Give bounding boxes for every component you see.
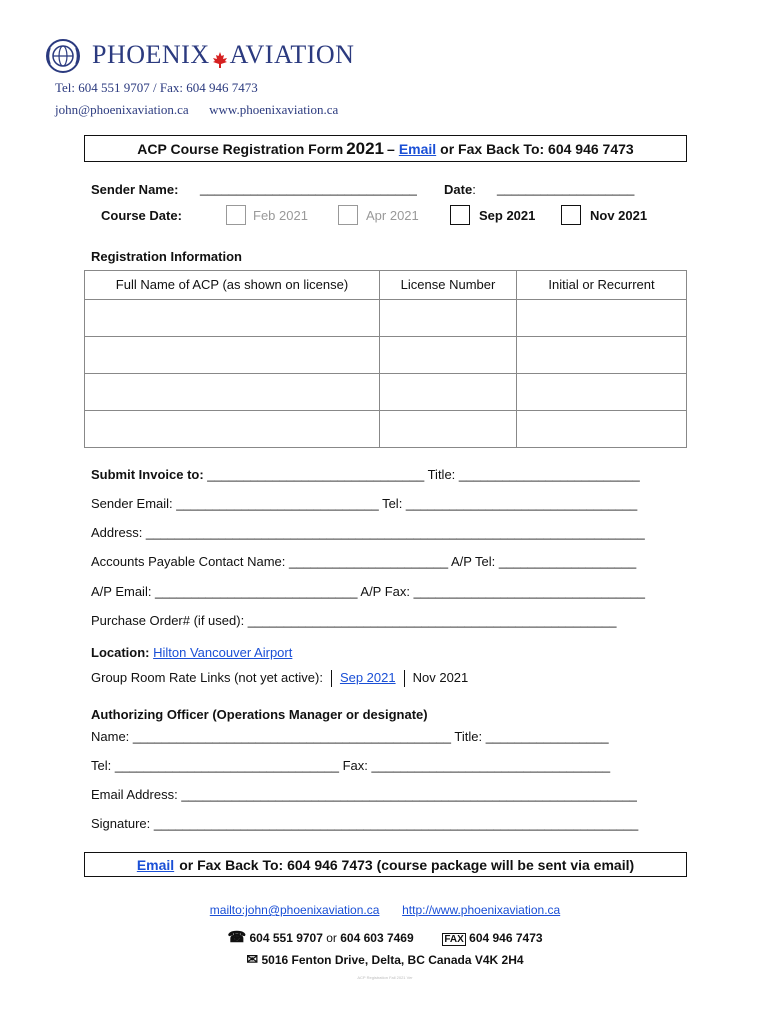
phone-primary: 604 551 9707 xyxy=(249,931,323,945)
officer-tel-fax-line[interactable]: Tel: _______________________________ Fax: _________________________________ xyxy=(91,758,611,773)
room-rate-label: Group Room Rate Links (not yet active): xyxy=(91,670,323,685)
column-full-name: Full Name of ACP (as shown on license) xyxy=(85,271,380,300)
sender-name-label: Sender Name: xyxy=(91,182,179,197)
footer-links-row xyxy=(0,903,770,917)
ap-contact-line[interactable]: Accounts Payable Contact Name: ______________________ A/P Tel: ___________________ xyxy=(91,554,637,569)
cell-full-name[interactable] xyxy=(85,337,380,374)
date-label-wrap xyxy=(444,182,476,197)
mailto-link[interactable]: mailto:john@phoenixaviation.ca xyxy=(209,903,380,917)
brand-name-right: AVIATION xyxy=(229,40,355,69)
footer-address-row xyxy=(0,951,770,968)
table-row xyxy=(85,337,687,374)
submit-invoice-field[interactable]: ______________________________ xyxy=(207,467,425,482)
phone-icon: ☎ xyxy=(227,929,247,946)
cell-full-name[interactable] xyxy=(85,374,380,411)
sender-email-tel-line[interactable]: Sender Email: ____________________________ Tel: ________________________________ xyxy=(91,496,638,511)
cell-license-number[interactable] xyxy=(380,337,517,374)
option-apr-2021-label: Apr 2021 xyxy=(366,208,419,223)
header-tel-fax: Tel: 604 551 9707 / Fax: 604 946 7473 xyxy=(55,80,258,95)
checkbox-nov-2021[interactable] xyxy=(561,205,581,225)
officer-name-title-line[interactable]: Name: ____________________________________________ Title: _________________ xyxy=(91,729,609,744)
cell-initial-recurrent[interactable] xyxy=(517,374,687,411)
header-email: john@phoenixaviation.ca xyxy=(55,102,189,117)
logo-emblem-icon xyxy=(45,38,81,74)
location-label: Location: xyxy=(91,645,150,660)
cell-full-name[interactable] xyxy=(85,411,380,448)
submit-invoice-label: Submit Invoice to: xyxy=(91,467,204,482)
header-contact-line xyxy=(55,102,338,118)
fax-back-box xyxy=(84,852,687,877)
date-label-colon: : xyxy=(472,182,476,197)
nov-2021-text: Nov 2021 xyxy=(412,670,469,685)
location-row xyxy=(91,645,292,660)
hilton-vancouver-link[interactable]: Hilton Vancouver Airport xyxy=(153,645,293,660)
phone-or: or xyxy=(326,931,337,945)
sep-2021-link[interactable]: Sep 2021 xyxy=(339,670,396,685)
form-title-year: 2021 xyxy=(346,138,385,158)
form-title-suffix: or Fax Back To: 604 946 7473 xyxy=(440,140,634,157)
option-sep-2021-label: Sep 2021 xyxy=(479,208,536,223)
invoice-title-label: Title: xyxy=(427,467,456,482)
registration-table xyxy=(84,270,687,448)
table-row xyxy=(85,374,687,411)
header-website: www.phoenixaviation.ca xyxy=(209,102,339,117)
cell-initial-recurrent[interactable] xyxy=(517,337,687,374)
cell-license-number[interactable] xyxy=(380,374,517,411)
checkbox-feb-2021[interactable] xyxy=(226,205,246,225)
table-header-row xyxy=(85,271,687,300)
divider xyxy=(404,670,405,687)
officer-email-line[interactable]: Email Address: _______________________________________________________________ xyxy=(91,787,637,802)
website-link[interactable]: http://www.phoenixaviation.ca xyxy=(402,903,561,917)
address-line[interactable]: Address: _____________________________________________________________________ xyxy=(91,525,645,540)
room-rate-row xyxy=(91,670,468,687)
cell-license-number[interactable] xyxy=(380,411,517,448)
footer-address: 5016 Fenton Drive, Delta, BC Canada V4K 2H4 xyxy=(261,953,524,967)
envelope-icon: ✉ xyxy=(246,951,259,967)
footer-tiny-note: ACP Registration Fall 2021 Ver xyxy=(357,975,413,980)
divider xyxy=(331,670,332,687)
column-initial-recurrent: Initial or Recurrent xyxy=(517,271,687,300)
fax-back-text: or Fax Back To: 604 946 7473 (course package will be sent via email) xyxy=(179,856,635,873)
registration-heading: Registration Information xyxy=(91,249,242,264)
cell-license-number[interactable] xyxy=(380,300,517,337)
officer-signature-line[interactable]: Signature: ___________________________________________________________________ xyxy=(91,816,639,831)
ap-email-fax-line[interactable]: A/P Email: ____________________________ A/P Fax: ________________________________ xyxy=(91,584,645,599)
date-field[interactable]: ___________________ xyxy=(497,181,635,196)
fax-icon: FAX xyxy=(444,934,464,945)
maple-leaf-icon xyxy=(211,46,229,64)
checkbox-apr-2021[interactable] xyxy=(338,205,358,225)
form-title-dash: – xyxy=(387,140,395,157)
title-email-link[interactable]: Email xyxy=(398,140,437,157)
fax-number: 604 946 7473 xyxy=(469,931,543,945)
footer-email-link[interactable]: Email xyxy=(136,856,175,873)
phone-secondary: 604 603 7469 xyxy=(340,931,414,945)
officer-heading: Authorizing Officer (Operations Manager or designate) xyxy=(91,707,428,722)
invoice-title-field[interactable]: _________________________ xyxy=(458,467,640,482)
checkbox-sep-2021[interactable] xyxy=(450,205,470,225)
sender-name-field[interactable]: ______________________________ xyxy=(200,181,417,196)
date-label: Date xyxy=(444,182,473,197)
brand-logo xyxy=(92,40,354,70)
purchase-order-line[interactable]: Purchase Order# (if used): ___________________________________________________ xyxy=(91,613,617,628)
cell-initial-recurrent[interactable] xyxy=(517,411,687,448)
table-row xyxy=(85,300,687,337)
form-title-bar xyxy=(84,135,687,162)
course-date-label: Course Date: xyxy=(101,208,182,223)
column-license-number: License Number xyxy=(380,271,517,300)
cell-full-name[interactable] xyxy=(85,300,380,337)
brand-name-left: PHOENIX xyxy=(92,40,210,69)
table-row xyxy=(85,411,687,448)
footer-phone-row xyxy=(0,928,770,946)
submit-invoice-row xyxy=(91,467,640,482)
option-nov-2021-label: Nov 2021 xyxy=(590,208,648,223)
option-feb-2021-label: Feb 2021 xyxy=(253,208,308,223)
form-title-prefix: ACP Course Registration Form xyxy=(137,140,344,157)
cell-initial-recurrent[interactable] xyxy=(517,300,687,337)
